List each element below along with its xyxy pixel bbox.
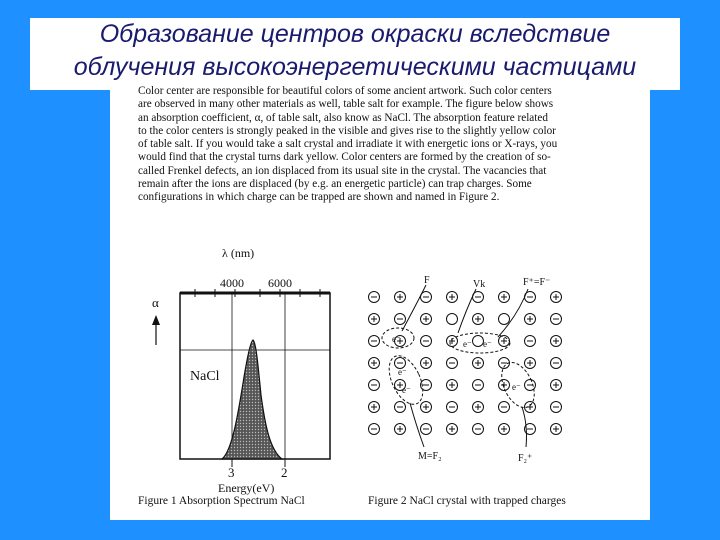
electron-label: e⁻ <box>463 339 472 349</box>
para-line: are observed in many other materials as well, table salt for example. The figure below shows <box>138 98 554 111</box>
para-line: called Frenkel defects, an ion displaced from its usual site in the crystal. The vacancies that <box>138 164 547 177</box>
bottom-tick-2: 2 <box>281 465 288 480</box>
ion-site <box>473 336 484 347</box>
slide-title <box>30 18 680 90</box>
document-page <box>110 85 650 520</box>
figure2-caption: Figure 2 NaCl crystal with trapped charges <box>368 495 566 507</box>
electron-label: e⁻ <box>483 339 492 349</box>
label-f2-plus: F₂⁺ <box>518 453 533 464</box>
figure2-nacl-crystal <box>358 275 578 475</box>
y-axis-label: α <box>152 295 159 310</box>
para-line: of table salt. If you would take a salt crystal and irradiate it with energetic ions or X-rays, you <box>138 138 558 151</box>
pointer-arrow <box>522 407 527 447</box>
para-line: an absorption coefficient, α, of table salt, also know as NaCl. The absorption feature related <box>138 111 548 124</box>
top-tick-6000: 6000 <box>268 276 292 290</box>
ion-site <box>447 314 458 325</box>
pointer-arrow <box>402 285 426 331</box>
title-line-2: облучения высокоэнергетическими частицами <box>73 53 637 81</box>
electron-label: e⁻ <box>398 367 407 377</box>
electron-label: e⁻ <box>402 385 411 395</box>
figure1-caption: Figure 1 Absorption Spectrum NaCl <box>138 495 305 507</box>
para-line: to the color centers is strongly peaked in the visible and gives rise to the slightly yellow color <box>138 124 556 137</box>
title-line-1: Образование центров окраски вследствие <box>99 20 611 48</box>
ion-site <box>499 314 510 325</box>
label-f-pair: F⁺=F⁻ <box>523 277 551 288</box>
nacl-label: NaCl <box>190 369 220 384</box>
label-vk: Vk <box>473 279 486 290</box>
pointer-arrow <box>498 289 528 337</box>
top-axis-label: λ (nm) <box>222 246 255 260</box>
absorption-peak <box>222 340 282 459</box>
body-paragraph <box>138 85 643 205</box>
para-line: would find that the crystal turns dark yellow. Color centers are formed by the creation of so- <box>138 151 551 164</box>
label-m-f2: M=F₂ <box>418 451 442 462</box>
trapped-electron-cloud <box>382 351 429 410</box>
bottom-tick-3: 3 <box>228 465 235 480</box>
electron-label: e⁻ <box>512 382 521 392</box>
top-tick-4000: 4000 <box>220 276 244 290</box>
pointer-arrow <box>458 289 476 333</box>
para-line: configurations in which charge can be trapped are shown and named in Figure 2. <box>138 191 500 204</box>
para-line: Color center are responsible for beautiful colors of some ancient artwork. Such color centers <box>138 85 552 97</box>
x-axis-label: Energy(eV) <box>218 481 275 495</box>
electron-label: e⁻ <box>392 334 401 344</box>
y-axis-arrowhead <box>152 315 160 325</box>
label-f: F <box>424 275 430 286</box>
figure1-absorption-spectrum <box>140 245 360 505</box>
para-line: remain after the ions are displaced (by e.g. an energetic particle) can trap charges. Some <box>138 178 532 191</box>
